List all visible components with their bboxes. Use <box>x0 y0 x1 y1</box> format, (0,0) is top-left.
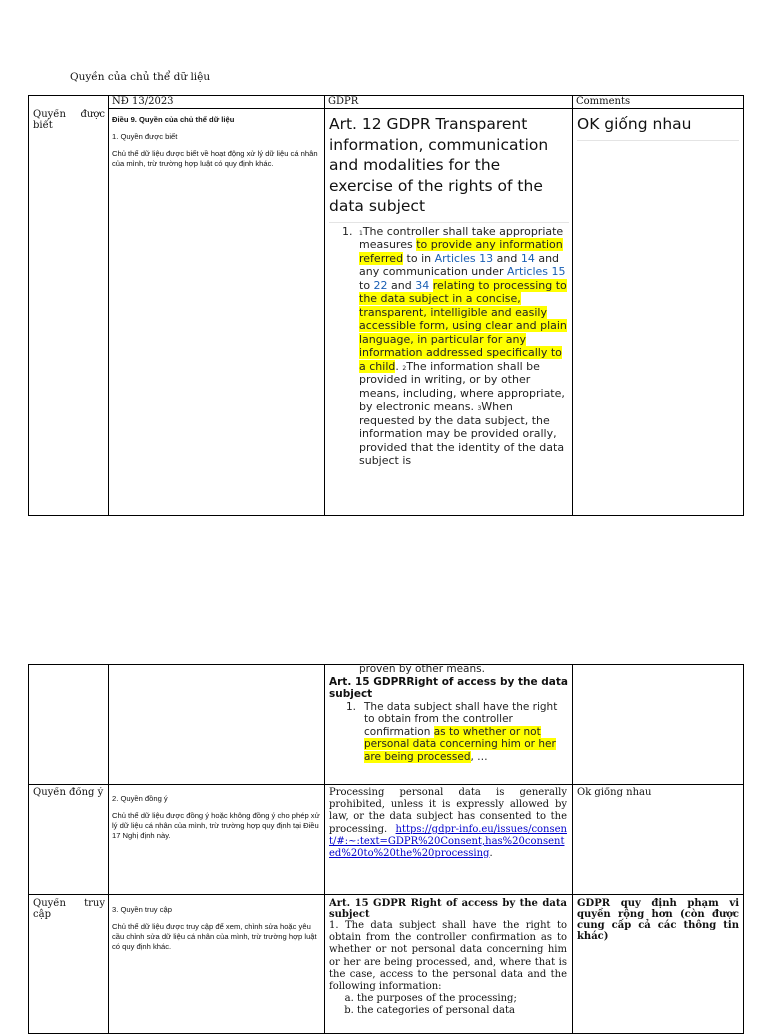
nd13-article-9 <box>112 115 320 176</box>
nd13-clause-body: Chủ thể dữ liệu được đồng ý hoặc không đồng ý cho phép xử lý dữ liệu cá nhân của mình, trừ trường hợp quy định tại Điều 17 Nghị định này. <box>112 811 320 840</box>
list-item: b. the categories of personal data <box>357 1005 567 1017</box>
text-span: The controller shall take appropriate measures <box>359 224 564 251</box>
comment-access: GDPR quy định phạm vi quyền rộng hơn (còn được cung cấp cả các thông tin khác) <box>577 898 739 942</box>
text-span: . <box>395 359 403 373</box>
nd13-clause-body: Chủ thể dữ liệu được biết về hoạt động xử lý dữ liệu cá nhân của mình, trừ trường hợp luật có quy định khác. <box>112 149 318 168</box>
gdpr-consent-text: Processing personal data is generally prohibited, unless it is expressly allowed by law, or the data subject has consented to the processing. <box>329 787 567 835</box>
article-34-link[interactable]: 34 <box>415 278 430 292</box>
comment-separator <box>577 140 739 141</box>
gdpr-art15-access-title: Art. 15 GDPR Right of access by the data subject <box>329 898 567 920</box>
row-label-consent: Quyền đồng ý <box>33 787 104 798</box>
article-22-link[interactable]: 22 <box>373 278 388 292</box>
highlighted-text: relating to processing to the data subject in a concise, transparent, intelligible and easily accessible form, using clear and plain language, in particular for any information addressed specifically to a child <box>359 278 567 373</box>
col-divider <box>572 665 573 1033</box>
gdpr-art12-paragraph1 <box>329 223 569 468</box>
comment-consent: Ok giống nhau <box>577 787 652 798</box>
nd13-access <box>112 905 320 959</box>
article-15-link[interactable]: Articles 15 <box>507 265 566 278</box>
gdpr-art15-access-body: 1. The data subject shall have the right to obtain from the controller confirmation as to whether or not personal data concerning him or her are being processed, and, where that is the case, access to the personal data and the following information: <box>329 920 567 993</box>
gdpr-article-12 <box>329 114 569 468</box>
text-span: and <box>387 278 416 292</box>
gdpr-access-info-list <box>329 993 567 1017</box>
comment-cell-1 <box>577 114 739 141</box>
consent-source-link[interactable]: https://gdpr-info.eu/issues/consent/#:~:text=GDPR%20Consent,has%20consented%20to%20the%20processing <box>329 823 567 860</box>
text-span: to in <box>403 251 435 265</box>
text-span: The data subject shall have the right to obtain from the controller confirmation <box>364 700 558 738</box>
header-gdpr: GDPR <box>328 96 359 107</box>
row-divider <box>29 894 743 895</box>
nd13-clause-body: Chủ thể dữ liệu được truy cập để xem, chỉnh sửa hoặc yêu cầu chỉnh sửa dữ liệu cá nhân của mình, trừ trường hợp luật có quy định khác. <box>112 922 317 951</box>
highlighted-text: to provide any information referred <box>359 238 563 265</box>
gdpr-art12-title: Art. 12 GDPR Transparent information, communication and modalities for the exercise of the rights of the data subject <box>329 115 549 215</box>
list-item: a. the purposes of the processing; <box>357 993 567 1005</box>
sentence-marker: 1 <box>359 229 363 237</box>
list-number: 1. <box>346 700 357 713</box>
header-comments: Comments <box>576 96 631 107</box>
nd13-clause-title: 1. Quyền được biết <box>112 132 178 141</box>
col-divider <box>324 96 325 515</box>
gdpr-consent <box>329 787 567 860</box>
row-label-right-to-know: Quyền được biết <box>33 109 105 131</box>
col-divider <box>108 96 109 515</box>
header-nd13: NĐ 13/2023 <box>112 96 174 107</box>
rights-table-page2 <box>28 664 744 1034</box>
col-divider <box>572 96 573 515</box>
col-divider <box>108 665 109 1033</box>
article-13-link[interactable]: Articles 13 <box>434 251 494 265</box>
header-divider <box>108 108 743 109</box>
col-divider <box>324 665 325 1033</box>
list-number: 1. <box>342 224 353 238</box>
text-span: , … <box>470 750 488 763</box>
text-span: and any communication under <box>359 251 560 278</box>
gdpr-access <box>329 898 567 1018</box>
highlighted-text: as to whether or not personal data concerning him or her are being processed <box>364 725 556 763</box>
text-span: . <box>489 848 493 860</box>
document-title: Quyền của chủ thể dữ liệu <box>70 71 211 83</box>
sentence-marker: 2 <box>402 364 407 372</box>
nd13-consent <box>112 794 320 848</box>
row-divider <box>29 784 743 785</box>
sentence-marker: 3 <box>477 405 482 412</box>
gdpr-art15-paragraph1 <box>329 701 569 764</box>
comment-text: OK giống nhau <box>577 115 692 133</box>
gdpr-art15-title: Art. 15 GDPRRight of access by the data subject <box>329 675 568 700</box>
continued-text: proven by other means. <box>359 664 485 675</box>
text-span: When requested by the data subject, the information may be provided orally, provided that the identity of the data subject is <box>359 400 565 467</box>
rights-table-page1 <box>28 95 744 516</box>
text-span: and <box>493 251 521 265</box>
nd13-clause-title: 2. Quyền đồng ý <box>112 794 168 803</box>
nd13-heading: Điều 9. Quyền của chủ thể dữ liệu <box>112 115 235 124</box>
text-span: The information shall be provided in writing, or by other means, including, where appropriate, by electronic means. <box>359 359 565 413</box>
text-span: to <box>359 278 374 292</box>
nd13-clause-title: 3. Quyền truy cập <box>112 905 172 914</box>
gdpr-continuation <box>329 664 569 763</box>
article-14-link[interactable]: 14 <box>520 251 535 265</box>
row-label-access: Quyền truy cập <box>33 898 105 920</box>
